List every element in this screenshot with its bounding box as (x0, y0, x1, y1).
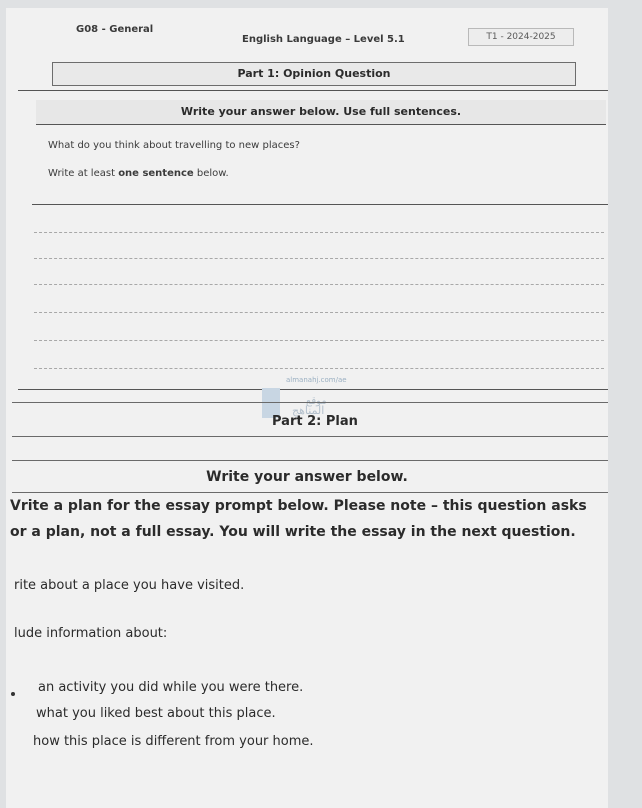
part2-task: rite about a place you have visited. (14, 578, 245, 593)
part2-title: Part 2: Plan (272, 414, 358, 429)
divider (12, 436, 608, 437)
grade-label: G08 - General (76, 24, 154, 35)
part1-title: Part 1: Opinion Question (52, 62, 576, 86)
watermark-arabic-2: المناهج (292, 404, 325, 417)
divider (12, 460, 608, 461)
page-header (6, 8, 608, 48)
part1-question: What do you think about travelling to new places? (48, 140, 300, 151)
divider (12, 402, 608, 403)
answer-line[interactable] (34, 340, 604, 341)
bullet-item: how this place is different from your home. (33, 734, 314, 749)
part2-prompt-line-2: or a plan, not a full essay. You will write the essay in the next question. (10, 524, 576, 540)
part2-instruction: Write your answer below. (206, 469, 408, 485)
term-label: T1 - 2024-2025 (468, 28, 574, 46)
answer-line[interactable] (34, 258, 604, 259)
watermark-url: almanahj.com/ae (286, 376, 347, 384)
watermark-arabic: موقع (306, 396, 327, 407)
answer-line[interactable] (34, 368, 604, 369)
part1-answer-box (18, 90, 608, 390)
divider (12, 492, 608, 493)
part1-task: Write at least one sentence below. (48, 168, 229, 179)
part1-instruction: Write your answer below. Use full sentences. (36, 100, 606, 125)
subject-label: English Language – Level 5.1 (242, 34, 405, 45)
worksheet-page (6, 8, 608, 808)
answer-line[interactable] (34, 232, 604, 233)
answer-area-top-border (32, 204, 608, 205)
answer-line[interactable] (34, 312, 604, 313)
part2-include-label: lude information about: (14, 626, 168, 641)
bullet-item: an activity you did while you were there. (38, 680, 304, 695)
bullet-item: what you liked best about this place. (36, 706, 276, 721)
part2-prompt-line-1: Vrite a plan for the essay prompt below. Please note – this question asks (10, 498, 587, 514)
bullet-icon (11, 692, 15, 696)
answer-line[interactable] (34, 284, 604, 285)
